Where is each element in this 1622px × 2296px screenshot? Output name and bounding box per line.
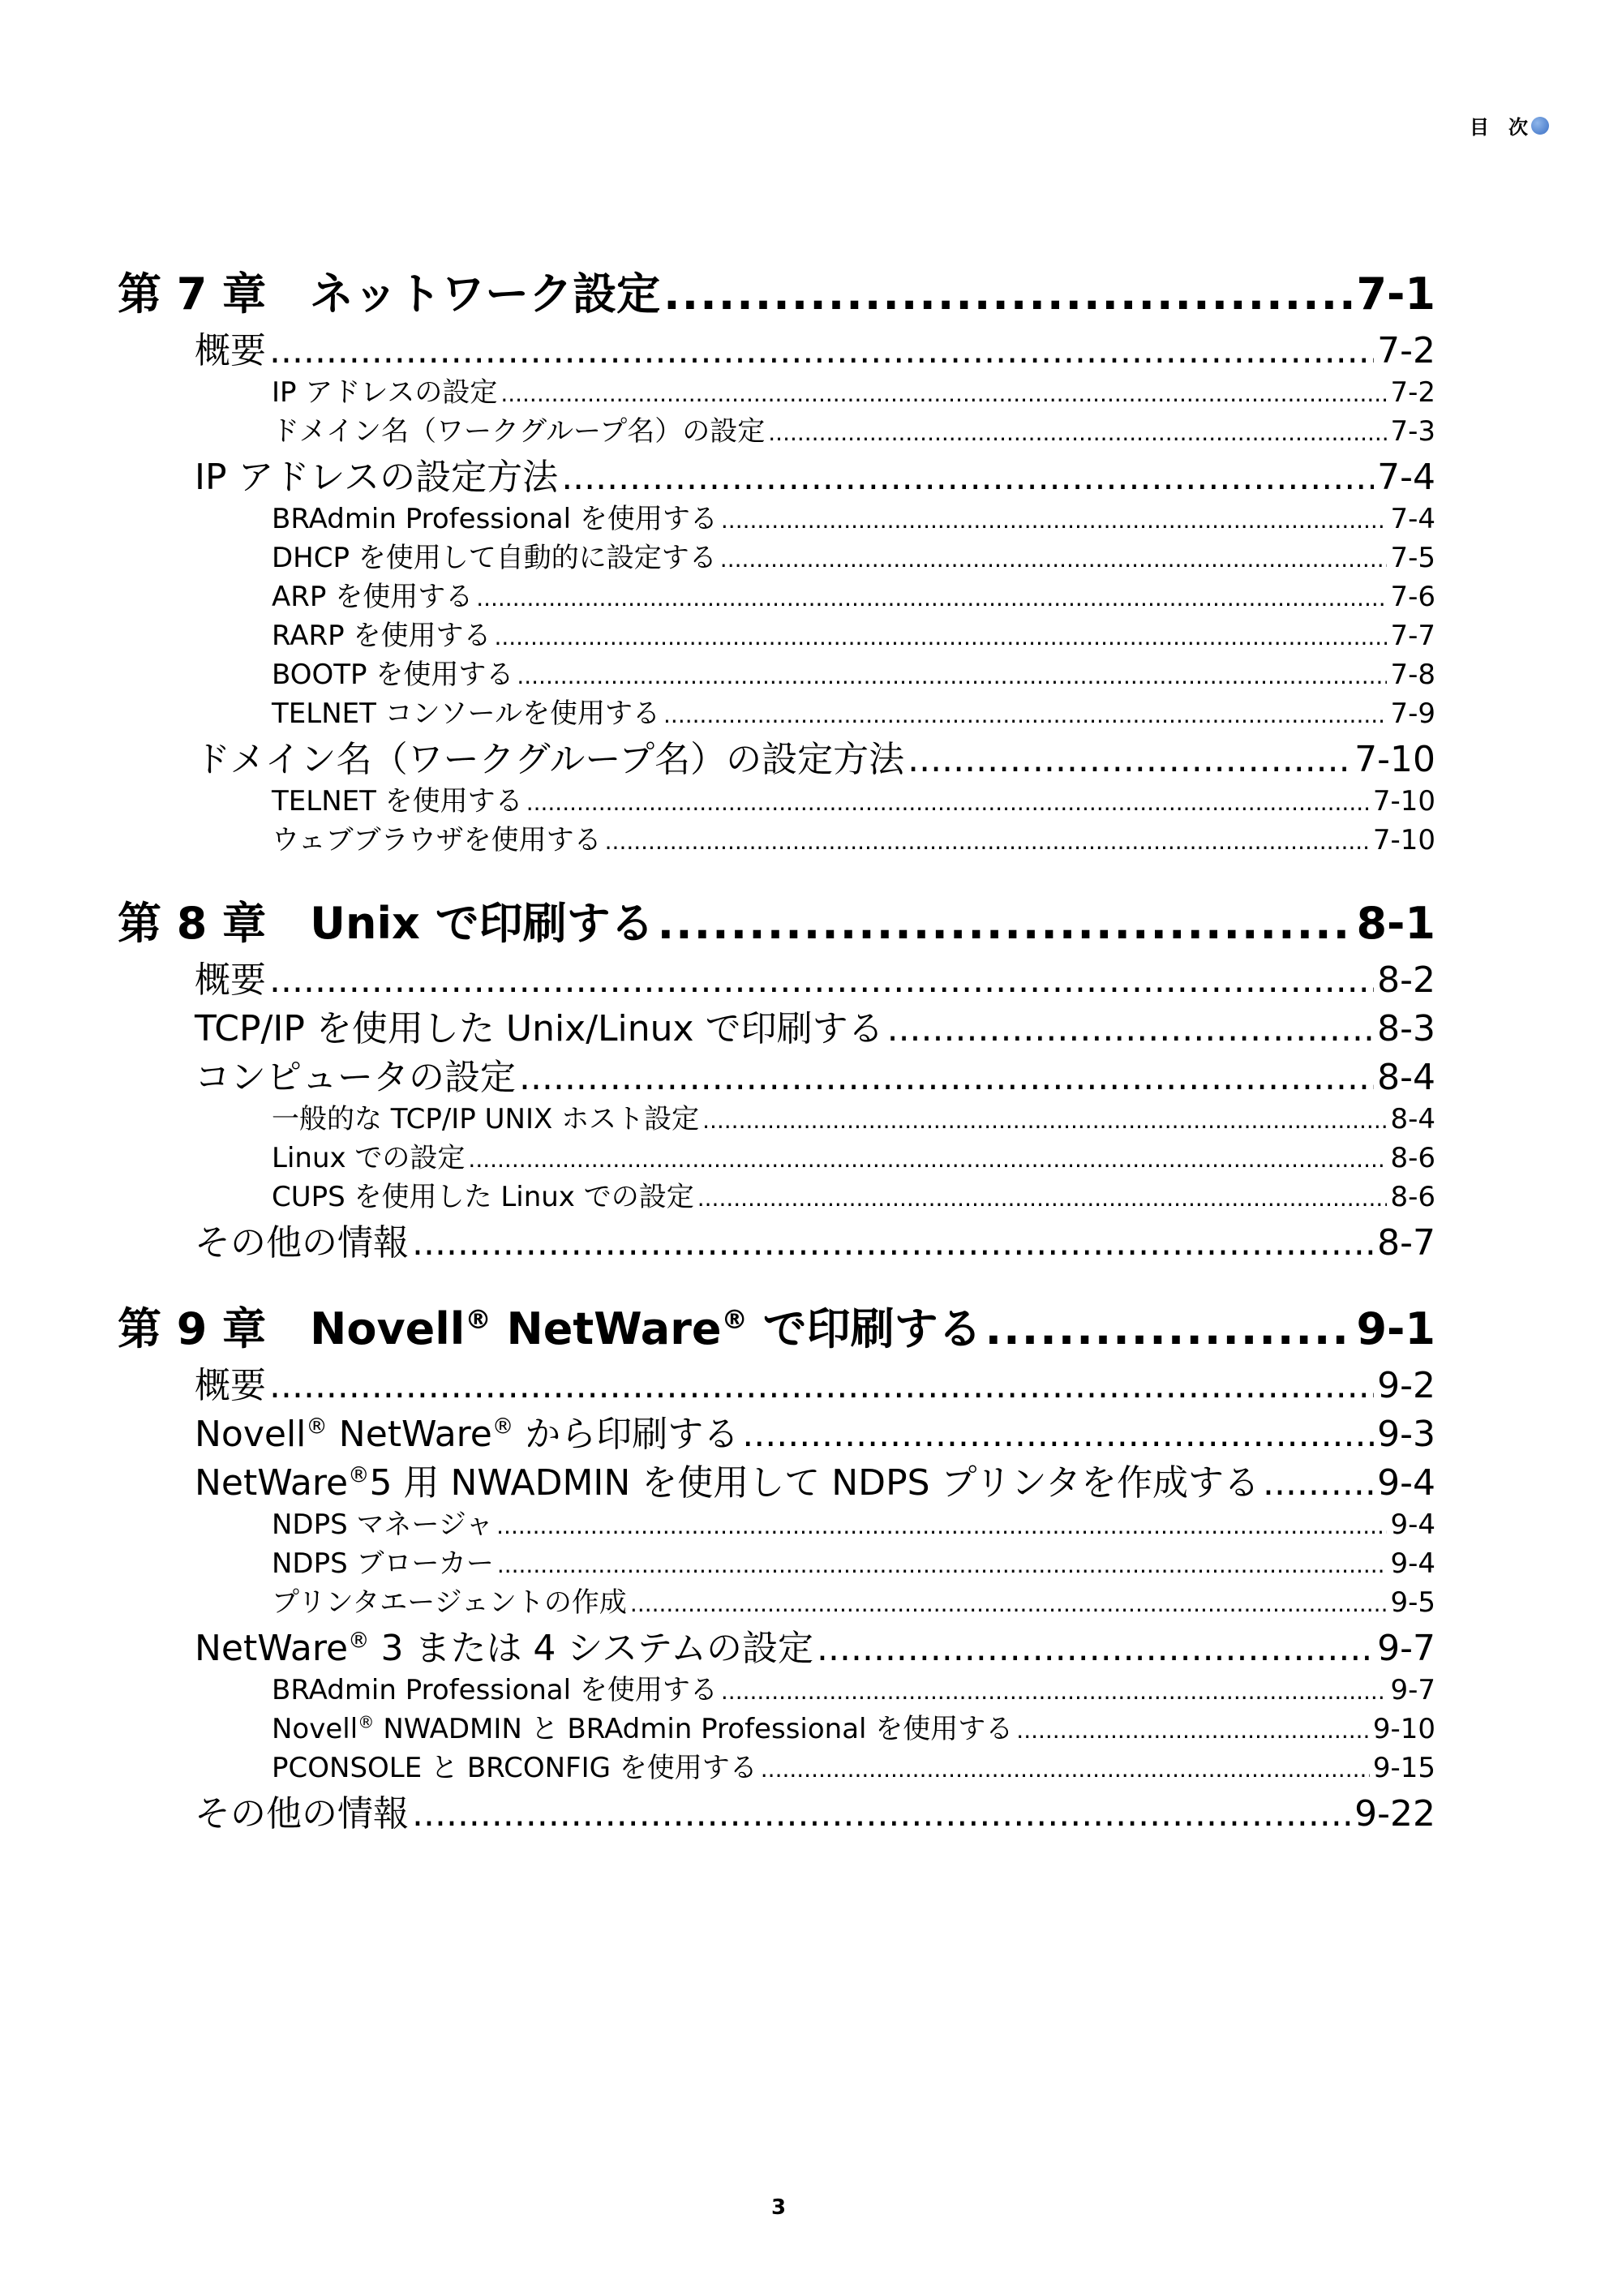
dot-leader — [561, 457, 1374, 498]
toc-entry-title: ドメイン名（ワークグループ名）の設定 — [272, 415, 766, 448]
toc-entry-page: 8-4 — [1377, 1057, 1435, 1098]
dot-leader — [1016, 1717, 1370, 1744]
toc-entry-page: 8-6 — [1390, 1142, 1435, 1174]
dot-leader — [468, 1146, 1387, 1173]
dot-leader — [412, 1793, 1351, 1835]
dot-leader — [269, 330, 1374, 371]
toc-entry-sub[interactable] — [118, 779, 1435, 818]
dot-leader — [702, 1107, 1387, 1134]
toc-entry-page: 7-2 — [1390, 376, 1435, 409]
toc-entry-page: 7-4 — [1377, 457, 1435, 498]
toc-entry-sub[interactable] — [118, 1502, 1435, 1541]
toc-entry-sub[interactable] — [118, 652, 1435, 691]
page-number: 3 — [770, 2195, 787, 2220]
toc-entry-sub[interactable] — [118, 818, 1435, 856]
toc-entry-sub[interactable] — [118, 1174, 1435, 1213]
dot-leader — [663, 268, 1353, 320]
dot-leader — [697, 1185, 1388, 1212]
dot-leader — [630, 1590, 1388, 1617]
dot-leader — [476, 585, 1387, 612]
dot-leader — [761, 1756, 1370, 1783]
toc-entry-title: プリンタエージェントの作成 — [272, 1586, 627, 1619]
toc-entry-page: 8-7 — [1377, 1222, 1435, 1264]
dot-leader — [1263, 1462, 1374, 1504]
toc-entry-page: 7-2 — [1377, 330, 1435, 371]
toc-entry-title: Novell® NetWare® から印刷する — [195, 1414, 740, 1455]
toc-entry-sub[interactable] — [118, 496, 1435, 535]
toc-entry-sub[interactable] — [118, 691, 1435, 730]
toc-entry-page: 7-8 — [1390, 659, 1435, 691]
toc-entry-title: BRAdmin Professional を使用する — [272, 1674, 718, 1706]
toc-entry-sub[interactable] — [118, 1580, 1435, 1619]
toc-entry-title: 概要 — [195, 959, 266, 1001]
table-of-contents — [118, 260, 1435, 1833]
toc-entry-sec[interactable] — [118, 321, 1435, 370]
toc-entry-sub[interactable] — [118, 613, 1435, 652]
toc-entry-sub[interactable] — [118, 1745, 1435, 1784]
toc-entry-page: 8-6 — [1390, 1181, 1435, 1213]
toc-entry-page: 7-3 — [1390, 415, 1435, 448]
toc-entry-page: 8-3 — [1377, 1008, 1435, 1049]
toc-entry-page: 7-5 — [1390, 542, 1435, 574]
toc-entry-page: 9-10 — [1372, 1713, 1435, 1745]
toc-entry-title: RARP を使用する — [272, 620, 491, 652]
toc-entry-sub[interactable] — [118, 370, 1435, 409]
toc-entry-title: NetWare®5 用 NWADMIN を使用して NDPS プリンタを作成する — [195, 1462, 1259, 1504]
toc-entry-page: 8-2 — [1377, 959, 1435, 1001]
toc-entry-sec[interactable] — [118, 1619, 1435, 1667]
toc-entry-title: ドメイン名（ワークグループ名）の設定方法 — [195, 739, 905, 780]
toc-entry-title: DHCP を使用して自動的に設定する — [272, 542, 717, 574]
dot-leader — [497, 1551, 1388, 1578]
toc-entry-sec[interactable] — [118, 1356, 1435, 1405]
dot-leader — [519, 1057, 1374, 1098]
toc-entry-title: CUPS を使用した Linux での設定 — [272, 1181, 694, 1213]
toc-entry-page: 7-10 — [1372, 824, 1435, 856]
toc-entry-page: 9-15 — [1372, 1752, 1435, 1784]
toc-entry-chapter[interactable] — [118, 889, 1435, 951]
dot-leader — [269, 959, 1374, 1001]
toc-entry-sub[interactable] — [118, 1135, 1435, 1174]
dot-leader — [412, 1222, 1374, 1264]
dot-leader — [720, 546, 1388, 573]
toc-entry-sec[interactable] — [118, 1784, 1435, 1833]
toc-entry-page: 9-2 — [1377, 1365, 1435, 1406]
dot-leader — [742, 1414, 1374, 1455]
toc-entry-title: 第 8 章 Unix で印刷する — [118, 898, 654, 949]
toc-entry-page: 7-10 — [1372, 785, 1435, 818]
toc-entry-page: 9-22 — [1354, 1793, 1435, 1835]
dot-leader — [526, 789, 1370, 816]
toc-entry-title: TCP/IP を使用した Unix/Linux で印刷する — [195, 1008, 884, 1049]
toc-entry-title: 概要 — [195, 330, 266, 371]
toc-entry-sec[interactable] — [118, 1213, 1435, 1262]
toc-entry-page: 9-7 — [1377, 1628, 1435, 1669]
dot-leader — [605, 828, 1370, 855]
header-label: 目 次 — [1470, 116, 1528, 139]
toc-entry-title: Linux での設定 — [272, 1142, 466, 1174]
toc-entry-page: 7-9 — [1390, 697, 1435, 730]
toc-entry-sec[interactable] — [118, 1453, 1435, 1502]
toc-entry-title: PCONSOLE と BRCONFIG を使用する — [272, 1752, 757, 1784]
toc-entry-sub[interactable] — [118, 574, 1435, 613]
toc-entry-page: 7-6 — [1390, 581, 1435, 613]
dot-leader — [663, 702, 1387, 728]
dot-leader — [985, 1303, 1354, 1354]
dot-leader — [768, 419, 1387, 446]
toc-entry-sec[interactable] — [118, 999, 1435, 1048]
toc-entry-title: 第 7 章 ネットワーク設定 — [118, 268, 661, 320]
toc-entry-page: 9-4 — [1377, 1462, 1435, 1504]
dot-leader — [721, 1678, 1388, 1705]
toc-entry-title: その他の情報 — [195, 1222, 409, 1264]
toc-entry-page: 9-4 — [1390, 1508, 1435, 1541]
toc-entry-chapter[interactable] — [118, 1294, 1435, 1356]
toc-entry-title: NetWare® 3 または 4 システムの設定 — [195, 1628, 814, 1669]
toc-entry-page: 7-10 — [1354, 739, 1435, 780]
toc-entry-title: NDPS マネージャ — [272, 1508, 494, 1541]
dot-leader — [817, 1628, 1374, 1669]
toc-entry-sec[interactable] — [118, 1405, 1435, 1453]
toc-entry-page: 9-4 — [1390, 1547, 1435, 1580]
toc-entry-title: IP アドレスの設定 — [272, 376, 498, 409]
toc-entry-title: TELNET を使用する — [272, 785, 523, 818]
toc-entry-page: 7-4 — [1390, 503, 1435, 535]
toc-entry-sub[interactable] — [118, 1541, 1435, 1580]
toc-entry-page: 7-1 — [1356, 268, 1435, 320]
dot-leader — [887, 1008, 1375, 1049]
toc-entry-sub[interactable] — [118, 1667, 1435, 1706]
dot-leader — [721, 507, 1388, 534]
toc-entry-page: 8-4 — [1390, 1103, 1435, 1135]
dot-leader — [494, 624, 1387, 650]
dot-leader — [269, 1365, 1374, 1406]
toc-entry-title: ARP を使用する — [272, 581, 474, 613]
toc-entry-sec[interactable] — [118, 448, 1435, 496]
toc-entry-title: Novell® NWADMIN と BRAdmin Professional を使用する — [272, 1712, 1014, 1745]
toc-entry-title: 一般的な TCP/IP UNIX ホスト設定 — [272, 1103, 700, 1135]
toc-entry-sub[interactable] — [118, 535, 1435, 574]
dot-leader — [500, 380, 1387, 407]
toc-entry-title: ウェブブラウザを使用する — [272, 824, 602, 856]
toc-entry-chapter[interactable] — [118, 260, 1435, 321]
dot-leader — [908, 739, 1351, 780]
toc-entry-sec[interactable] — [118, 1048, 1435, 1097]
toc-entry-title: 第 9 章 Novell® NetWare® で印刷する — [118, 1303, 982, 1354]
toc-entry-page: 9-1 — [1356, 1303, 1435, 1354]
toc-entry-sec[interactable] — [118, 951, 1435, 999]
toc-entry-page: 9-7 — [1390, 1674, 1435, 1706]
toc-entry-sub[interactable] — [118, 1706, 1435, 1745]
dot-leader — [496, 1513, 1387, 1539]
toc-entry-title: 概要 — [195, 1365, 266, 1406]
toc-entry-title: NDPS ブローカー — [272, 1547, 494, 1580]
toc-entry-title: TELNET コンソールを使用する — [272, 697, 661, 730]
dot-leader — [658, 898, 1354, 949]
toc-entry-sub[interactable] — [118, 1097, 1435, 1135]
toc-entry-page: 9-3 — [1377, 1414, 1435, 1455]
toc-entry-title: BOOTP を使用する — [272, 659, 514, 691]
toc-entry-title: IP アドレスの設定方法 — [195, 457, 559, 498]
toc-entry-page: 9-5 — [1390, 1586, 1435, 1619]
toc-entry-sec[interactable] — [118, 730, 1435, 779]
bullet-dot-icon — [1531, 117, 1549, 135]
page-header — [1470, 111, 1549, 139]
toc-entry-sub[interactable] — [118, 409, 1435, 448]
toc-entry-page: 7-7 — [1390, 620, 1435, 652]
toc-entry-page: 8-1 — [1356, 898, 1435, 949]
toc-entry-title: その他の情報 — [195, 1793, 409, 1835]
dot-leader — [517, 663, 1387, 689]
toc-entry-title: BRAdmin Professional を使用する — [272, 503, 718, 535]
toc-entry-title: コンピュータの設定 — [195, 1057, 516, 1098]
